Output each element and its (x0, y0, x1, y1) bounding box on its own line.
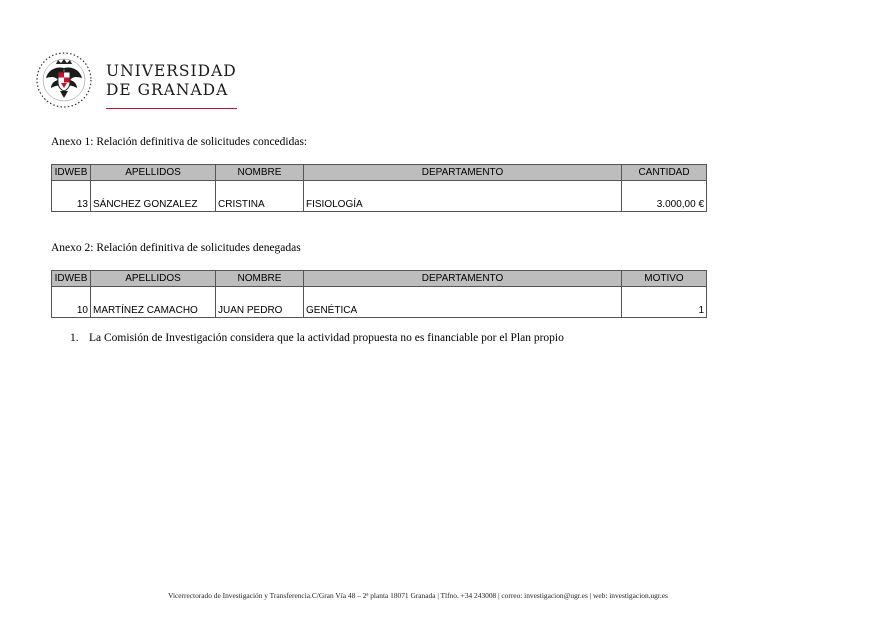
logo-rule (106, 108, 237, 109)
column-header: IDWEB (52, 165, 91, 181)
column-header: CANTIDAD (622, 165, 707, 181)
university-logo (34, 50, 244, 112)
cell-apellidos: MARTÍNEZ CAMACHO (91, 287, 216, 318)
annex2-caption: Anexo 2: Relación definitiva de solicitudes denegadas (51, 242, 301, 254)
cell-departamento: GENÉTICA (304, 287, 622, 318)
logo-line-2: DE GRANADA (106, 81, 229, 99)
table-header-row (52, 165, 707, 181)
column-header: NOMBRE (216, 165, 304, 181)
university-seal-icon (34, 50, 94, 110)
column-header: NOMBRE (216, 271, 304, 287)
annex2-table (51, 270, 707, 318)
column-header: DEPARTAMENTO (304, 271, 622, 287)
column-header: DEPARTAMENTO (304, 165, 622, 181)
cell-idweb: 10 (52, 287, 91, 318)
logo-line-1: UNIVERSIDAD (106, 62, 237, 80)
cell-departamento: FISIOLOGÍA (304, 181, 622, 212)
column-header: IDWEB (52, 271, 91, 287)
page-footer (0, 591, 892, 600)
annex1-table (51, 164, 707, 212)
table-row (52, 181, 707, 212)
column-header: MOTIVO (622, 271, 707, 287)
cell-apellidos: SÁNCHEZ GONZALEZ (91, 181, 216, 212)
table-header-row (52, 271, 707, 287)
note-text: La Comisión de Investigación considera que la actividad propuesta no es financiable por el Plan propio (89, 332, 564, 344)
annex1-caption: Anexo 1: Relación definitiva de solicitudes concedidas: (51, 136, 308, 148)
cell-nombre: JUAN PEDRO (216, 287, 304, 318)
cell-idweb: 13 (52, 181, 91, 212)
cell-nombre: CRISTINA (216, 181, 304, 212)
table-row (52, 287, 707, 318)
cell-cantidad: 3.000,00 € (622, 181, 707, 212)
column-header: APELLIDOS (91, 165, 216, 181)
cell-motivo: 1 (622, 287, 707, 318)
university-name (106, 62, 237, 100)
note-number: 1. (70, 332, 79, 344)
reason-note (70, 332, 564, 344)
footer-contact: Vicerrectorado de Investigación y Transferencia.C/Gran Vía 48 – 2ª planta 18071 Granada | Tlfno. +34 243008 | correo: investigacion@ugr.es | web: investigacion.ugr.es (168, 591, 668, 600)
column-header: APELLIDOS (91, 271, 216, 287)
